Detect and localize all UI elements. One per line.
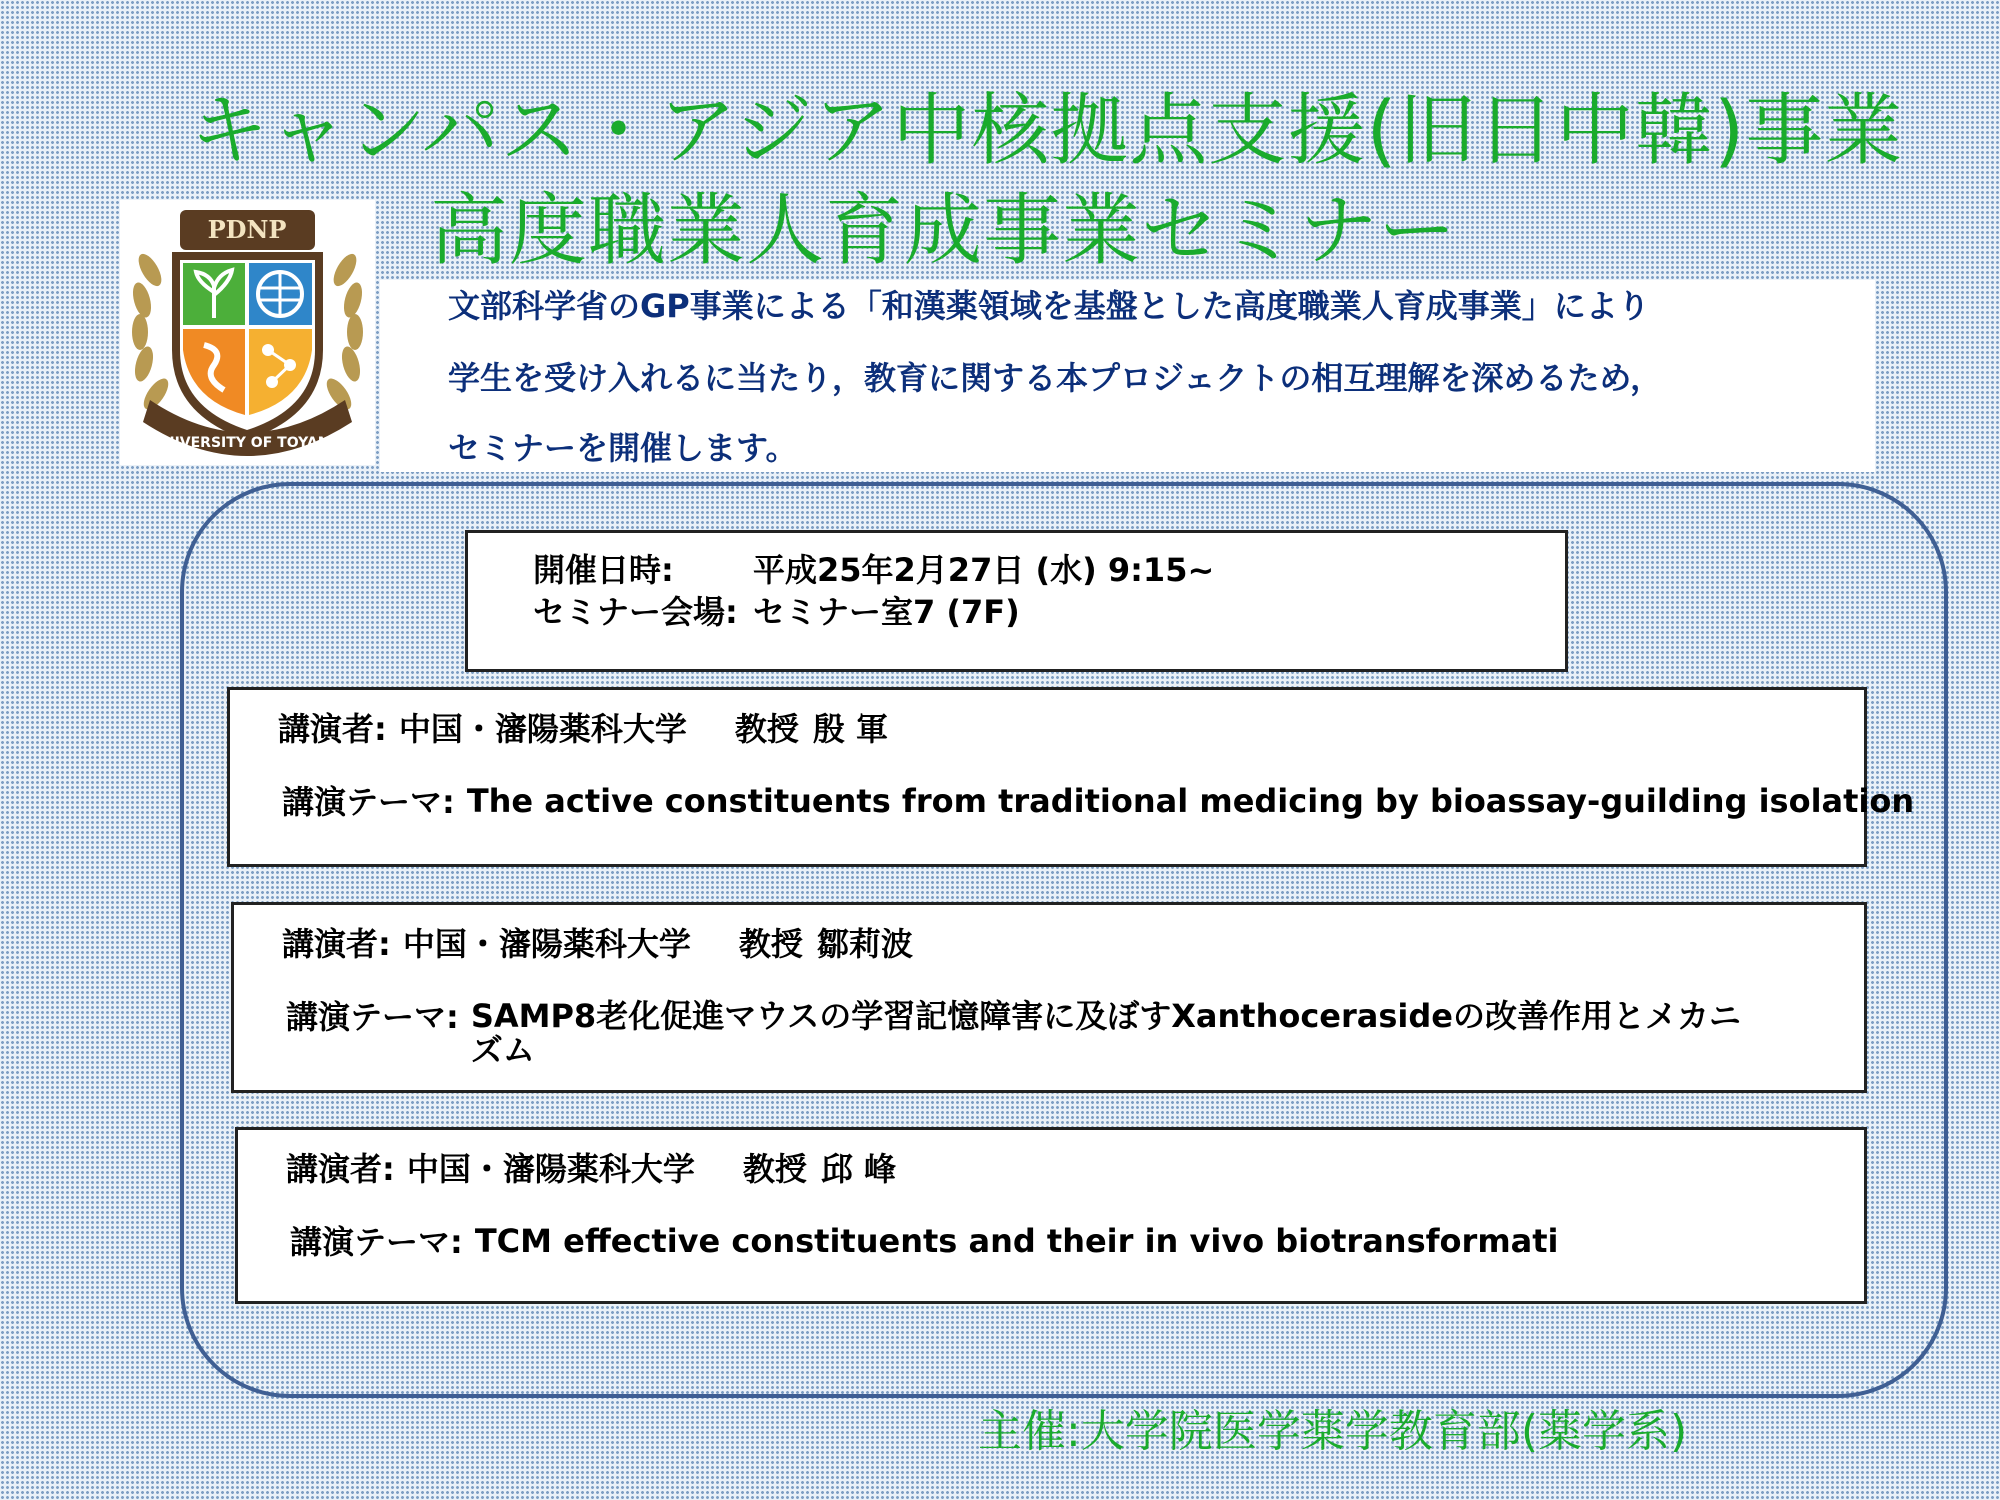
talk-card [235,1127,1867,1304]
speaker-affiliation: 中国・瀋陽薬科大学 [406,1150,695,1188]
pdnp-emblem-icon [120,200,375,465]
event-date-row [533,553,1214,588]
intro-line-3: セミナーを開催します。 [448,429,798,467]
theme-text: TCM effective constituents and their in vivo biotransformati [474,1222,1559,1260]
university-logo [120,200,375,465]
talk-card [227,687,1915,867]
date-value: 平成25年2月27日 (水) 9:15~ [753,551,1215,589]
event-info-box [465,530,1568,672]
speaker-title: 教授 [734,710,799,748]
date-label: 開催日時: [533,551,674,589]
title-line-1: キャンパス・アジア中核拠点支援(旧日中韓)事業 [190,86,1904,176]
intro-text-box [380,280,1875,472]
speaker-label: 講演者: [278,710,387,748]
theme-text: SAMP8老化促進マウスの学習記憶障害に及ぼすXanthocerasideの改善作用とメカニズム [470,997,1742,1069]
speaker-label: 講演者: [282,925,391,963]
venue-label: セミナー会場: [533,593,738,631]
theme-label: 講演テーマ: [282,783,455,821]
speaker-name: 鄒莉波 [816,925,913,963]
title-line-2: 高度職業人育成事業セミナー [430,186,1458,276]
theme-text: The active constituents from traditional medicing by bioassay-guilding isolation [466,782,1915,820]
speaker-row [278,712,888,747]
intro-line-1: 文部科学省のGP事業による「和漢薬領域を基盤とした高度職業人育成事業」により [448,287,1650,325]
speaker-affiliation: 中国・瀋陽薬科大学 [402,925,691,963]
talk-card [231,902,1867,1093]
speaker-row [282,927,913,962]
speaker-name: 殷 軍 [812,710,888,748]
svg-text:UNIVERSITY OF TOYAMA: UNIVERSITY OF TOYAMA [151,435,343,451]
theme-row [286,997,1746,1069]
speaker-title: 教授 [738,925,803,963]
theme-row [282,782,1915,821]
event-venue-row [533,595,1020,630]
theme-row [290,1222,1559,1261]
speaker-affiliation: 中国・瀋陽薬科大学 [398,710,687,748]
speaker-row [286,1152,896,1187]
theme-label: 講演テーマ: [286,998,459,1036]
venue-value: セミナー室7 (7F) [753,593,1020,631]
speaker-name: 邱 峰 [820,1150,896,1188]
speaker-title: 教授 [742,1150,807,1188]
svg-text:PDNP: PDNP [207,215,287,244]
organizer-text: 主催:大学院医学薬学教育部(薬学系) [978,1406,1688,1457]
intro-line-2: 学生を受け入れるに当たり，教育に関する本プロジェクトの相互理解を深めるため， [448,359,1663,397]
theme-label: 講演テーマ: [290,1223,463,1261]
speaker-label: 講演者: [286,1150,395,1188]
